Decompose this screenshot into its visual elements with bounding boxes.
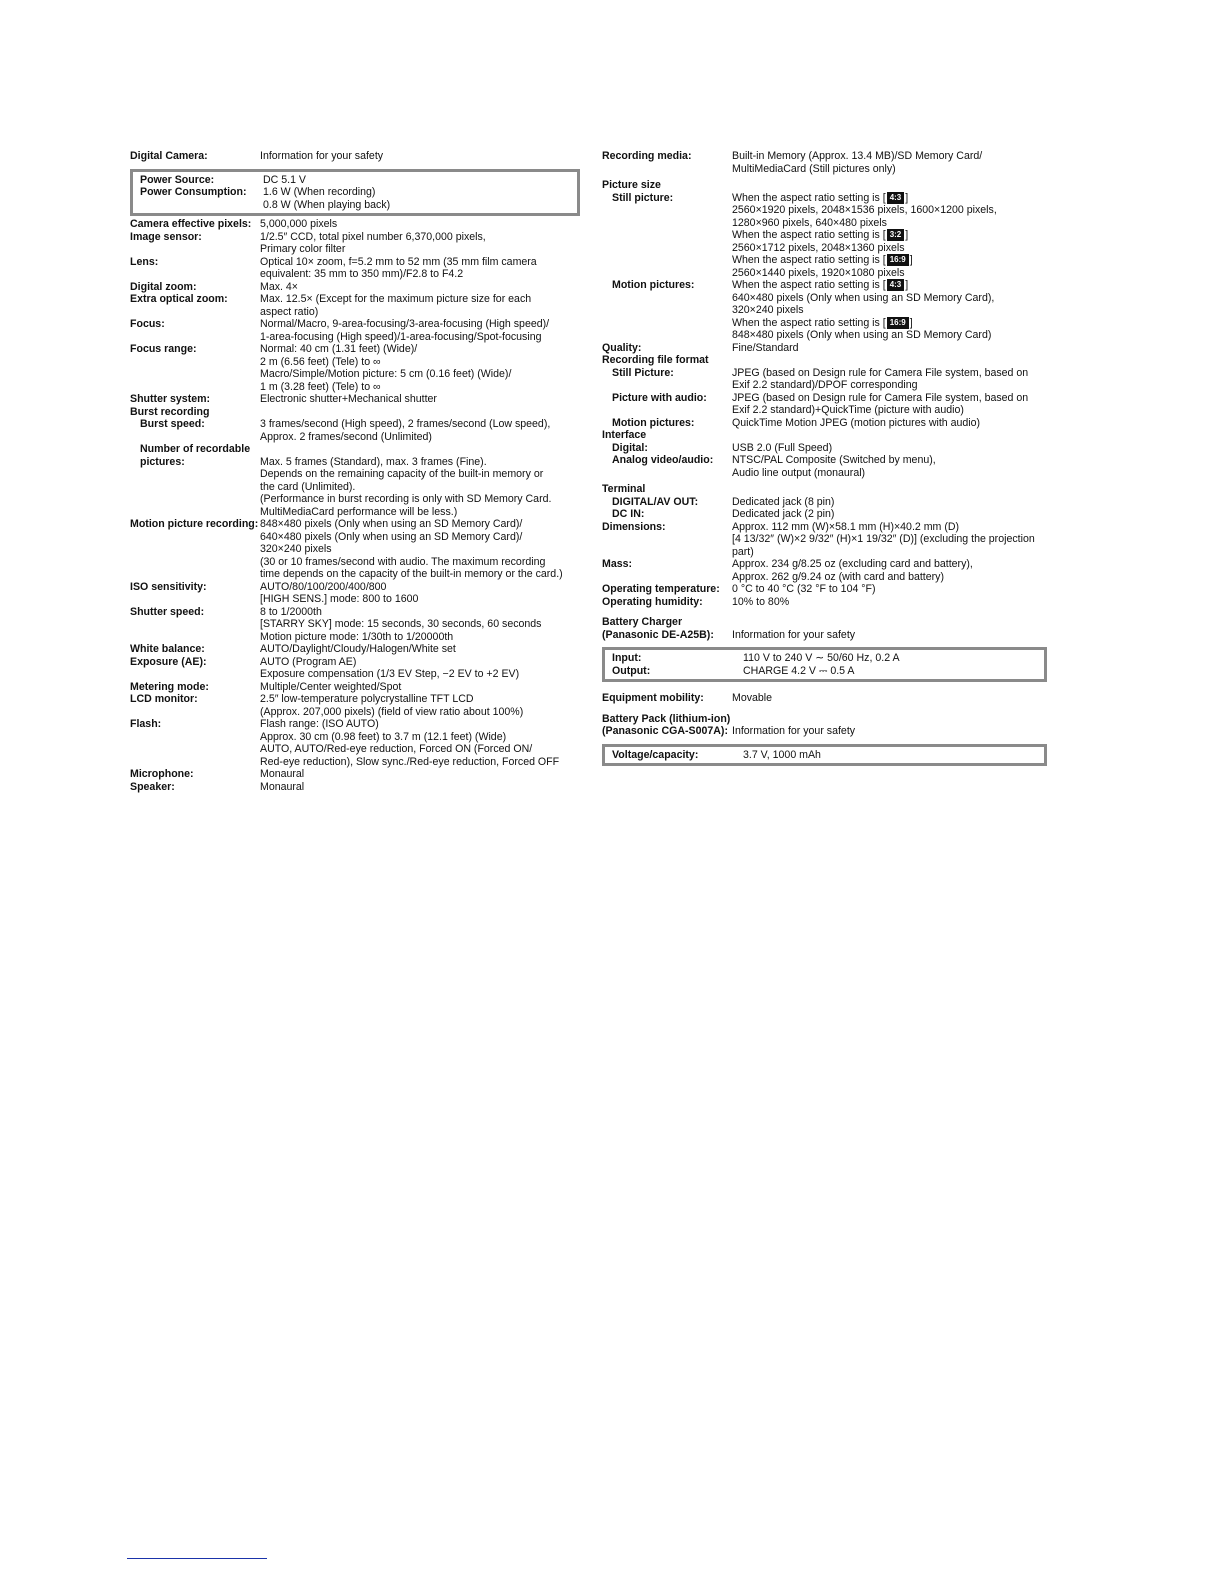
spec-line: 1 m (3.28 feet) (Tele) to ∞ (260, 380, 381, 393)
picture-size-heading (602, 179, 1052, 192)
spec-line: Max. 12.5× (Except for the maximum picture size for each (260, 293, 532, 305)
spec-line: 8 to 1/2000th (260, 605, 322, 618)
spec-value (732, 342, 1052, 355)
spec-label: DC IN: (612, 508, 645, 520)
spec-label: Focus: (130, 318, 165, 330)
interface-list (602, 442, 1052, 480)
spec-label: Burst speed: (140, 418, 205, 430)
spec-line: Motion picture mode: 1/30th to 1/20000th (260, 630, 454, 643)
spec-row (602, 150, 1052, 175)
spec-line: 1280×960 pixels, 640×480 pixels (732, 216, 887, 229)
spec-line: Primary color filter (260, 243, 346, 255)
spec-row (130, 718, 580, 768)
spec-line: QuickTime Motion JPEG (motion pictures with audio) (732, 416, 981, 429)
spec-row (602, 192, 1052, 280)
spec-label: LCD monitor: (130, 693, 198, 705)
spec-label: Digital: (612, 441, 648, 454)
spec-row (130, 393, 580, 406)
motion-pictures-block (602, 279, 1052, 342)
aspect-ratio-icon: 16:9 (887, 317, 909, 329)
charger-box (602, 647, 1047, 682)
spec-value (732, 279, 1052, 342)
spec-row (130, 443, 580, 456)
spec-line: When the aspect ratio setting is [ 4:3 ] (732, 279, 909, 291)
spec-line: equivalent: 35 mm to 350 mm)/F2.8 to F4.2 (260, 268, 464, 280)
spec-line: 2560×1712 pixels, 2048×1360 pixels (732, 241, 905, 254)
spec-line: [HIGH SENS.] mode: 800 to 1600 (260, 593, 419, 605)
spec-line: 1.6 W (When recording) (263, 186, 376, 198)
spec-row (130, 281, 580, 294)
spec-line: 2560×1440 pixels, 1920×1080 pixels (732, 266, 905, 279)
spec-line: Exif 2.2 standard)+QuickTime (picture with audio) (732, 404, 964, 416)
spec-line: 2 m (6.56 feet) (Tele) to ∞ (260, 355, 381, 368)
spec-row (602, 442, 1052, 455)
spec-line: When the aspect ratio setting is [ 3:2 ] (732, 229, 909, 241)
spec-row (130, 456, 580, 519)
digital-camera-row (130, 150, 580, 163)
spec-label: Still Picture: (612, 366, 674, 379)
spec-line: Audio line output (monaural) (732, 466, 866, 479)
misc-spec-list (602, 521, 1052, 609)
aspect-ratio-icon: 16:9 (887, 254, 909, 266)
spec-line: 2560×1920 pixels, 2048×1536 pixels, 1600×1200 pixels, (732, 204, 997, 216)
spec-value (260, 693, 580, 718)
spec-label: Battery Pack (lithium-ion) (602, 712, 731, 725)
spec-value (263, 186, 577, 211)
spec-line: Approx. 2 frames/second (Unlimited) (260, 430, 432, 443)
spec-line: [4 13/32″ (W)×2 9/32″ (H)×1 19/32″ (D)] (excluding the projection (732, 533, 1035, 545)
spec-line: the card (Unlimited). (260, 480, 356, 493)
spec-value (260, 418, 580, 443)
spec-label: Shutter speed: (130, 605, 205, 618)
spec-value (732, 596, 1052, 609)
spec-line: When the aspect ratio setting is [ 16:9 ] (732, 316, 913, 329)
spec-row (130, 693, 580, 718)
spec-row (612, 652, 1044, 665)
spec-line: Fine/Standard (732, 341, 799, 354)
spec-value (260, 606, 580, 644)
spec-line: Dedicated jack (2 pin) (732, 508, 835, 520)
spec-value (260, 643, 580, 656)
spec-line: 320×240 pixels (732, 304, 804, 316)
spec-label: Operating humidity: (602, 595, 703, 608)
spec-value (732, 521, 1052, 559)
spec-label: Input: (612, 652, 642, 664)
spec-row (130, 606, 580, 644)
spec-line: AUTO/80/100/200/400/800 (260, 580, 387, 593)
spec-label: Voltage/capacity: (612, 748, 699, 761)
spec-line: Approx. 234 g/8.25 oz (excluding card and battery), (732, 558, 973, 570)
aspect-ratio-icon: 4:3 (887, 192, 905, 204)
terminal-list (602, 496, 1052, 521)
spec-line: Multiple/Center weighted/Spot (260, 680, 402, 693)
spec-value (260, 456, 580, 519)
spec-row (602, 496, 1052, 509)
spec-line: 640×480 pixels (Only when using an SD Memory Card)/ (260, 530, 523, 543)
equipment-mobility-row (602, 692, 1052, 705)
spec-value: Information for your safety (260, 150, 384, 162)
spec-label: Interface (602, 429, 647, 441)
spec-line: JPEG (based on Design rule for Camera File system, based on (732, 366, 1029, 379)
spec-label: Camera effective pixels: (130, 218, 252, 230)
spec-label: (Panasonic DE-A25B): (602, 628, 714, 641)
file-format-list (602, 367, 1052, 430)
spec-line: JPEG (based on Design rule for Camera File system, based on (732, 391, 1029, 404)
spec-label: Mass: (602, 558, 633, 570)
spec-line: Approx. 112 mm (W)×58.1 mm (H)×40.2 mm (D) (732, 520, 960, 533)
spec-line: 2.5″ low-temperature polycrystalline TFT LCD (260, 693, 474, 705)
spec-value (260, 518, 580, 581)
spec-line: (Performance in burst recording is only with SD Memory Card. (260, 493, 552, 505)
spec-row (612, 665, 1044, 678)
spec-value (732, 583, 1052, 596)
spec-line: Depends on the remaining capacity of the built-in memory or (260, 468, 544, 480)
spec-row (602, 454, 1052, 479)
spec-line: aspect ratio) (260, 305, 319, 318)
spec-label: Number of recordable (140, 443, 251, 455)
spec-row (130, 768, 580, 781)
power-box (130, 169, 580, 217)
spec-line: 0.8 W (When playing back) (263, 198, 391, 211)
spec-row (602, 596, 1052, 609)
spec-label: Power Consumption: (140, 186, 247, 198)
spec-line: 320×240 pixels (260, 543, 332, 555)
spec-row (602, 521, 1052, 559)
spec-value (263, 174, 577, 187)
spec-value: CHARGE 4.2 V ⎓ 0.5 A (743, 664, 855, 677)
spec-label: Image sensor: (130, 230, 202, 243)
spec-value: Information for your safety (732, 725, 856, 737)
spec-value (260, 256, 580, 281)
spec-label: DIGITAL/AV OUT: (612, 495, 699, 508)
spec-line: Electronic shutter+Mechanical shutter (260, 393, 437, 405)
spec-label: Picture size (602, 179, 661, 191)
spec-label: White balance: (130, 643, 205, 655)
recording-media-row (602, 150, 1052, 175)
right-spec-column (602, 150, 1052, 768)
spec-value: 110 V to 240 V ∼ 50/60 Hz, 0.2 A (743, 652, 900, 664)
spec-line: 3 frames/second (High speed), 2 frames/second (Low speed), (260, 418, 551, 430)
spec-line: Normal/Macro, 9-area-focusing/3-area-focusing (High speed)/ (260, 318, 550, 330)
spec-line: When the aspect ratio setting is [ 4:3 ] (732, 191, 909, 204)
spec-value (732, 392, 1052, 417)
spec-row (612, 749, 1044, 762)
spec-line: (Approx. 207,000 pixels) (field of view ratio about 100%) (260, 705, 524, 718)
spec-row (602, 342, 1052, 355)
spec-value (260, 231, 580, 256)
spec-label: Terminal (602, 483, 646, 495)
spec-label: Recording media: (602, 150, 692, 162)
spec-line: 5,000,000 pixels (260, 218, 338, 230)
spec-row (130, 343, 580, 393)
spec-line: Built-in Memory (Approx. 13.4 MB)/SD Memory Card/ (732, 150, 983, 162)
spec-row (130, 218, 580, 231)
spec-row (140, 186, 577, 211)
spec-label: Recording file format (602, 354, 709, 366)
spec-label: Motion picture recording: (130, 518, 259, 530)
spec-line: Max. 4× (260, 280, 298, 293)
spec-line: Normal: 40 cm (1.31 feet) (Wide)/ (260, 343, 418, 355)
battery-box (602, 744, 1047, 767)
spec-row (140, 174, 577, 187)
spec-line: 1-area-focusing (High speed)/1-area-focusing/Spot-focusing (260, 330, 542, 343)
spec-value (260, 406, 580, 419)
spec-value (260, 581, 580, 606)
spec-row (130, 256, 580, 281)
spec-label: Exposure (AE): (130, 655, 207, 668)
spec-value: 3.7 V, 1000 mAh (743, 748, 821, 761)
spec-line: Dedicated jack (8 pin) (732, 495, 835, 508)
spec-line: DC 5.1 V (263, 173, 306, 186)
spec-row (130, 681, 580, 694)
spec-label: Digital Camera: (130, 150, 208, 162)
spec-value (260, 768, 580, 781)
spec-label: Still picture: (612, 191, 674, 204)
spec-line: 848×480 pixels (Only when using an SD Memory Card) (732, 329, 992, 341)
spec-label: pictures: (140, 455, 185, 468)
quality-row (602, 342, 1052, 355)
spec-line: 10% to 80% (732, 595, 790, 608)
spec-label: Power Source: (140, 173, 215, 186)
spec-value (260, 293, 580, 318)
spec-line: 1/2.5″ CCD, total pixel number 6,370,000 pixels, (260, 230, 486, 243)
spec-line: [STARRY SKY] mode: 15 seconds, 30 seconds, 60 seconds (260, 618, 542, 630)
spec-value (260, 343, 580, 393)
spec-label: Dimensions: (602, 520, 666, 533)
spec-label: Focus range: (130, 343, 197, 355)
spec-row (602, 392, 1052, 417)
terminal-heading (602, 483, 1052, 496)
spec-value (260, 281, 580, 294)
spec-label: Motion pictures: (612, 279, 695, 291)
spec-value (260, 681, 580, 694)
spec-row (602, 417, 1052, 430)
left-spec-list (130, 218, 580, 793)
spec-line: Approx. 30 cm (0.98 feet) to 3.7 m (12.1 feet) (Wide) (260, 730, 507, 743)
spec-line: USB 2.0 (Full Speed) (732, 441, 833, 454)
spec-label: Operating temperature: (602, 583, 720, 595)
spec-line: Monaural (260, 768, 305, 780)
spec-label: ISO sensitivity: (130, 580, 207, 593)
spec-label: Metering mode: (130, 680, 209, 693)
spec-line: MultiMediaCard (Still pictures only) (732, 162, 896, 175)
interface-heading (602, 429, 1052, 442)
spec-line: Exposure compensation (1/3 EV Step, −2 EV to +2 EV) (260, 668, 520, 680)
battery-pack-row (602, 713, 1052, 738)
spec-value (732, 192, 1052, 280)
spec-value (732, 454, 1052, 479)
spec-label: Picture with audio: (612, 391, 707, 404)
spec-label: Analog video/audio: (612, 454, 714, 466)
battery-charger-row (602, 616, 1052, 641)
spec-row (130, 406, 580, 419)
spec-line: (30 or 10 frames/second with audio. The maximum recording (260, 555, 546, 568)
spec-line: AUTO/Daylight/Cloudy/Halogen/White set (260, 643, 456, 655)
spec-line: Approx. 262 g/9.24 oz (with card and battery) (732, 570, 944, 583)
spec-value (732, 150, 1052, 175)
spec-value (732, 508, 1052, 521)
spec-row (602, 583, 1052, 596)
spec-label: Burst recording (130, 405, 210, 418)
spec-row (130, 656, 580, 681)
spec-row (130, 781, 580, 794)
spec-label: Digital zoom: (130, 280, 197, 293)
file-format-heading (602, 354, 1052, 367)
spec-row (602, 367, 1052, 392)
spec-row (602, 279, 1052, 342)
spec-line: AUTO, AUTO/Red-eye reduction, Forced ON (Forced ON/ (260, 743, 533, 755)
still-picture-block (602, 192, 1052, 280)
spec-line: When the aspect ratio setting is [ 16:9 ] (732, 254, 913, 266)
spec-row (130, 318, 580, 343)
spec-row (130, 231, 580, 256)
spec-line: Macro/Simple/Motion picture: 5 cm (0.16 feet) (Wide)/ (260, 368, 512, 380)
spec-line: 640×480 pixels (Only when using an SD Memory Card), (732, 291, 995, 304)
spec-line: 848×480 pixels (Only when using an SD Memory Card)/ (260, 518, 523, 530)
spec-label: Quality: (602, 341, 642, 354)
spec-value (732, 496, 1052, 509)
spec-value: Information for your safety (732, 628, 856, 641)
spec-value (732, 442, 1052, 455)
spec-value (732, 558, 1052, 583)
spec-line: part) (732, 545, 754, 558)
spec-line: Max. 5 frames (Standard), max. 3 frames (Fine). (260, 455, 487, 468)
spec-line: Red-eye reduction), Slow sync./Red-eye reduction, Forced OFF (260, 755, 560, 768)
spec-label: Extra optical zoom: (130, 293, 228, 305)
spec-label: Microphone: (130, 768, 194, 780)
spec-label: (Panasonic CGA-S007A): (602, 725, 728, 737)
spec-row (130, 293, 580, 318)
spec-row (130, 581, 580, 606)
spec-line: Exif 2.2 standard)/DPOF corresponding (732, 379, 918, 391)
spec-line: NTSC/PAL Composite (Switched by menu), (732, 454, 936, 466)
spec-row (130, 643, 580, 656)
left-spec-column (130, 150, 580, 793)
spec-line: MultiMediaCard performance will be less.) (260, 505, 458, 518)
spec-label: Output: (612, 664, 651, 677)
spec-line: Flash range: (ISO AUTO) (260, 718, 379, 730)
spec-row (130, 418, 580, 443)
spec-line: Optical 10× zoom, f=5.2 mm to 52 mm (35 mm film camera (260, 255, 537, 268)
spec-value (260, 393, 580, 406)
spec-label: Lens: (130, 255, 159, 268)
spec-label: Motion pictures: (612, 416, 695, 429)
spec-label: Battery Charger (602, 616, 683, 628)
spec-row (130, 518, 580, 581)
spec-value (260, 718, 580, 768)
spec-value (260, 218, 580, 231)
spec-line: time depends on the capacity of the built-in memory or the card.) (260, 568, 563, 580)
spec-value: Movable (732, 692, 773, 704)
footer-rule (127, 1558, 267, 1559)
spec-line: 0 °C to 40 °C (32 °F to 104 °F) (732, 583, 876, 595)
spec-row (602, 558, 1052, 583)
spec-row (602, 508, 1052, 521)
aspect-ratio-icon: 3:2 (887, 229, 905, 241)
spec-label: Speaker: (130, 780, 175, 793)
spec-label: Shutter system: (130, 393, 211, 405)
spec-line: AUTO (Program AE) (260, 655, 357, 668)
spec-value (260, 318, 580, 343)
spec-value (260, 781, 580, 794)
spec-value (260, 656, 580, 681)
spec-value (732, 417, 1052, 430)
spec-label: Flash: (130, 718, 162, 730)
spec-line: Monaural (260, 780, 305, 793)
aspect-ratio-icon: 4:3 (887, 279, 905, 291)
spec-value (260, 443, 580, 456)
spec-label: Equipment mobility: (602, 692, 704, 704)
spec-value (732, 367, 1052, 392)
